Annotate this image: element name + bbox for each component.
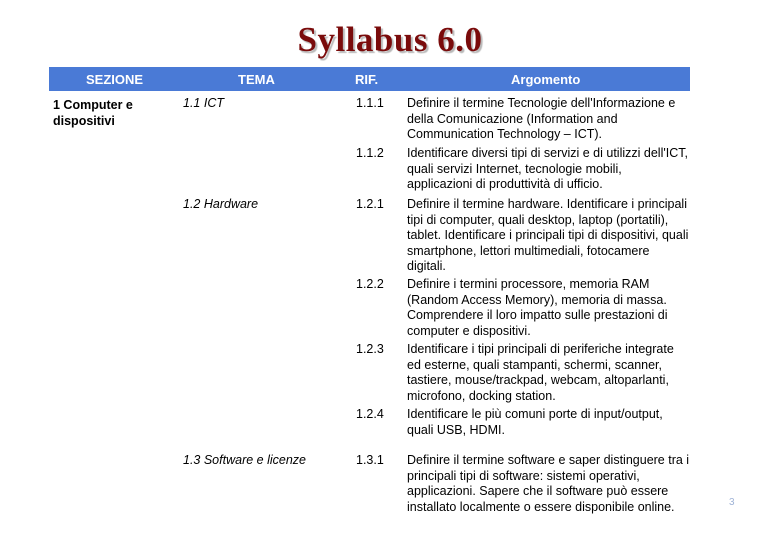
row-2-rif: 1.1.2 bbox=[356, 146, 384, 160]
row-6-argomento: Identificare le più comuni porte di input/output, quali USB, HDMI. bbox=[407, 407, 663, 437]
row-4-argomento: Definire i termini processore, memoria RAM (Random Access Memory), memoria di massa. Comprendere il loro impatto sulle prestazioni di computer e dispositivi. bbox=[407, 277, 668, 338]
header-sezione: SEZIONE bbox=[86, 72, 144, 87]
table-header bbox=[49, 67, 690, 91]
row-7-argomento: Definire il termine software e saper distinguere tra i principali tipi di software: sistemi operativi, applicazioni. Sapere che il software può essere installato localmente o essere disponibile online. bbox=[407, 453, 690, 514]
header-rif: RIF. bbox=[355, 72, 379, 87]
row-4-rif: 1.2.2 bbox=[356, 277, 384, 291]
row-2-argomento: Identificare diversi tipi di servizi e di utilizzi dell'ICT, quali servizi Internet, tecnologie mobili, applicazioni di produttività di ufficio. bbox=[407, 146, 688, 191]
row-6-rif: 1.2.4 bbox=[356, 407, 384, 421]
row-1-tema: 1.1 ICT bbox=[183, 96, 224, 110]
syllabus-table bbox=[49, 67, 690, 514]
header-argomento: Argomento bbox=[511, 72, 581, 87]
row-3-rif: 1.2.1 bbox=[356, 197, 384, 211]
page-title: Syllabus 6.0 bbox=[297, 20, 483, 59]
row-5-argomento: Identificare i tipi principali di periferiche integrate ed esterne, quali stampanti, schermi, scanner, tastiere, mouse/trackpad, webcam, altoparlanti, microfono, docking station. bbox=[407, 342, 674, 403]
row-1-sezione: 1 Computer e dispositivi bbox=[53, 98, 133, 128]
row-3-tema: 1.2 Hardware bbox=[183, 197, 259, 211]
row-7-rif: 1.3.1 bbox=[356, 453, 384, 467]
row-5-rif: 1.2.3 bbox=[356, 342, 384, 356]
page-number: 3 bbox=[729, 497, 735, 508]
header-tema: TEMA bbox=[238, 72, 275, 87]
row-7-tema: 1.3 Software e licenze bbox=[183, 453, 306, 467]
row-3-argomento: Definire il termine hardware. Identificare i principali tipi di computer, quali desktop, laptop (portatili), tablet. Identificare i principali tipi di dispositivi, quali smartphone, lettori multimediali, fotocamere digitali. bbox=[407, 197, 689, 273]
row-1-rif: 1.1.1 bbox=[356, 96, 384, 110]
row-1-argomento: Definire il termine Tecnologie dell'Informazione e della Comunicazione (Information and Communication Technology – ICT). bbox=[407, 96, 676, 141]
